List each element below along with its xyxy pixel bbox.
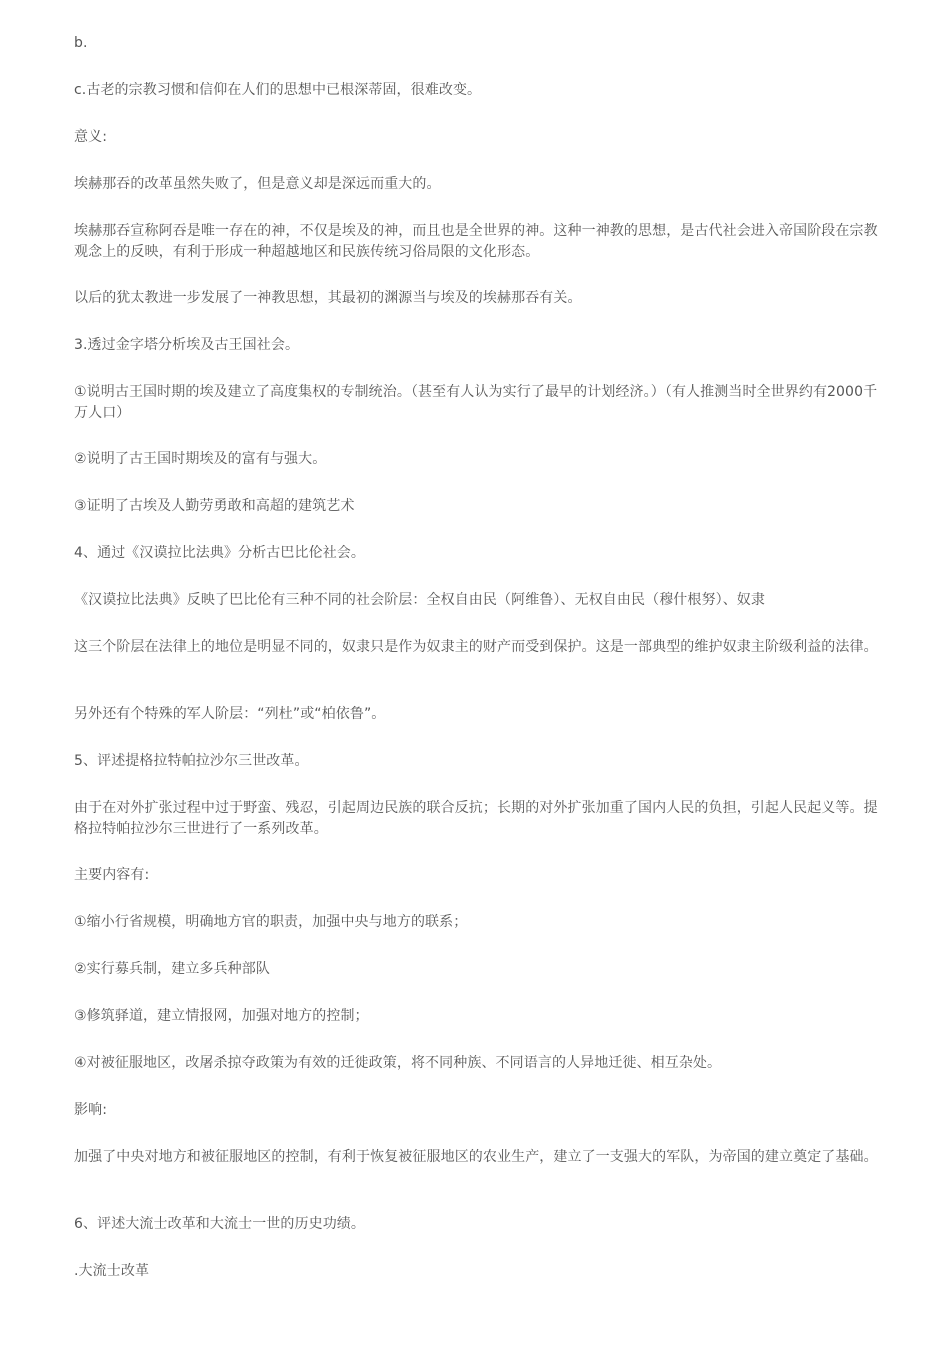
- paragraph-military-class: 另外还有个特殊的军人阶层：“列杜”或“柏依鲁”。: [74, 706, 386, 722]
- paragraph-reform-2: ②实行募兵制，建立多兵种部队: [74, 961, 270, 977]
- paragraph-pyramid-1: ①说明古王国时期的埃及建立了高度集权的专制统治。（甚至有人认为实行了最早的计划经济。）（有人推测当时全世界约有2000千万人口）: [74, 384, 878, 421]
- heading-significance: 意义:: [74, 129, 108, 145]
- paragraph-reform-failed: 埃赫那吞的改革虽然失败了，但是意义却是深远而重大的。: [74, 176, 441, 192]
- heading-influence: 影响:: [74, 1102, 108, 1118]
- heading-main-content: 主要内容有:: [74, 867, 150, 883]
- paragraph-b: b.: [74, 35, 88, 51]
- paragraph-reform-cause: 由于在对外扩张过程中过于野蛮、残忍，引起周边民族的联合反抗；长期的对外扩张加重了国内人民的负担，引起人民起义等。提格拉特帕拉沙尔三世进行了一系列改革。: [74, 800, 878, 837]
- paragraph-judaism: 以后的犹太教进一步发展了一神教思想，其最初的渊源当与埃及的埃赫那吞有关。: [74, 290, 582, 306]
- heading-pyramid: 3.透过金字塔分析埃及古王国社会。: [74, 337, 300, 353]
- paragraph-reform-1: ①缩小行省规模，明确地方官的职责，加强中央与地方的联系；: [74, 914, 468, 930]
- paragraph-reform-4: ④对被征服地区，改屠杀掠夺政策为有效的迁徙政策，将不同种族、不同语言的人异地迁徙、相互杂处。: [74, 1055, 722, 1071]
- paragraph-legal-status: 这三个阶层在法律上的地位是明显不同的，奴隶只是作为奴隶主的财产而受到保护。这是一部典型的维护奴隶主阶级利益的法律。: [74, 639, 878, 655]
- paragraph-monotheism: 埃赫那吞宣称阿吞是唯一存在的神，不仅是埃及的神，而且也是全世界的神。这种一神教的思想，是古代社会进入帝国阶段在宗教观念上的反映，有利于形成一种超越地区和民族传统习俗局限的文化形态。: [74, 223, 878, 260]
- heading-darius-reform: .大流士改革: [74, 1263, 150, 1279]
- paragraph-pyramid-2: ②说明了古王国时期埃及的富有与强大。: [74, 451, 327, 467]
- paragraph-pyramid-3: ③证明了古埃及人勤劳勇敢和高超的建筑艺术: [74, 498, 355, 514]
- paragraph-influence: 加强了中央对地方和被征服地区的控制，有利于恢复被征服地区的农业生产，建立了一支强大的军队，为帝国的建立奠定了基础。: [74, 1149, 878, 1165]
- heading-tiglath-pileser: 5、评述提格拉特帕拉沙尔三世改革。: [74, 753, 309, 769]
- heading-darius: 6、评述大流士改革和大流士一世的历史功绩。: [74, 1216, 366, 1232]
- paragraph-social-classes: 《汉谟拉比法典》反映了巴比伦有三种不同的社会阶层：全权自由民（阿维鲁）、无权自由民（穆什根努）、奴隶: [74, 592, 765, 608]
- paragraph-c-religion: c.古老的宗教习惯和信仰在人们的思想中已根深蒂固，很难改变。: [74, 82, 482, 98]
- heading-hammurabi: 4、通过《汉谟拉比法典》分析古巴比伦社会。: [74, 545, 366, 561]
- paragraph-reform-3: ③修筑驿道，建立情报网，加强对地方的控制；: [74, 1008, 369, 1024]
